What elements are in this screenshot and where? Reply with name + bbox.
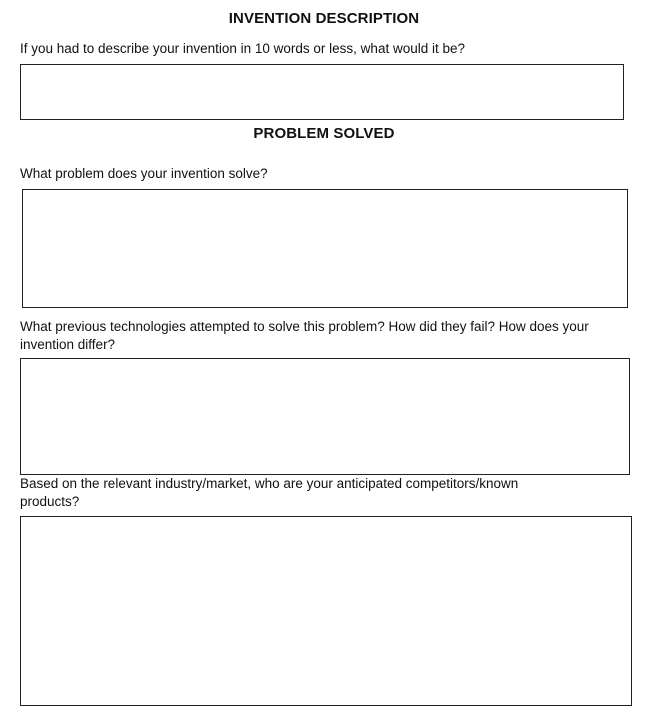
previous-technologies-question: What previous technologies attempted to solve this problem? How did they fail? How does your invention differ? xyxy=(20,319,589,352)
invention-description-question: If you had to describe your invention in 10 words or less, what would it be? xyxy=(20,41,465,56)
competitors-question: Based on the relevant industry/market, who are your anticipated competitors/known products? xyxy=(20,476,519,509)
previous-technologies-answer-field[interactable] xyxy=(20,358,630,475)
invention-description-answer-field[interactable] xyxy=(20,64,624,120)
invention-description-heading: INVENTION DESCRIPTION xyxy=(228,10,420,27)
problem-solved-heading: PROBLEM SOLVED xyxy=(253,125,395,142)
competitors-answer-field[interactable] xyxy=(20,516,632,706)
problem-question: What problem does your invention solve? xyxy=(20,166,268,181)
problem-answer-field[interactable] xyxy=(22,189,628,308)
